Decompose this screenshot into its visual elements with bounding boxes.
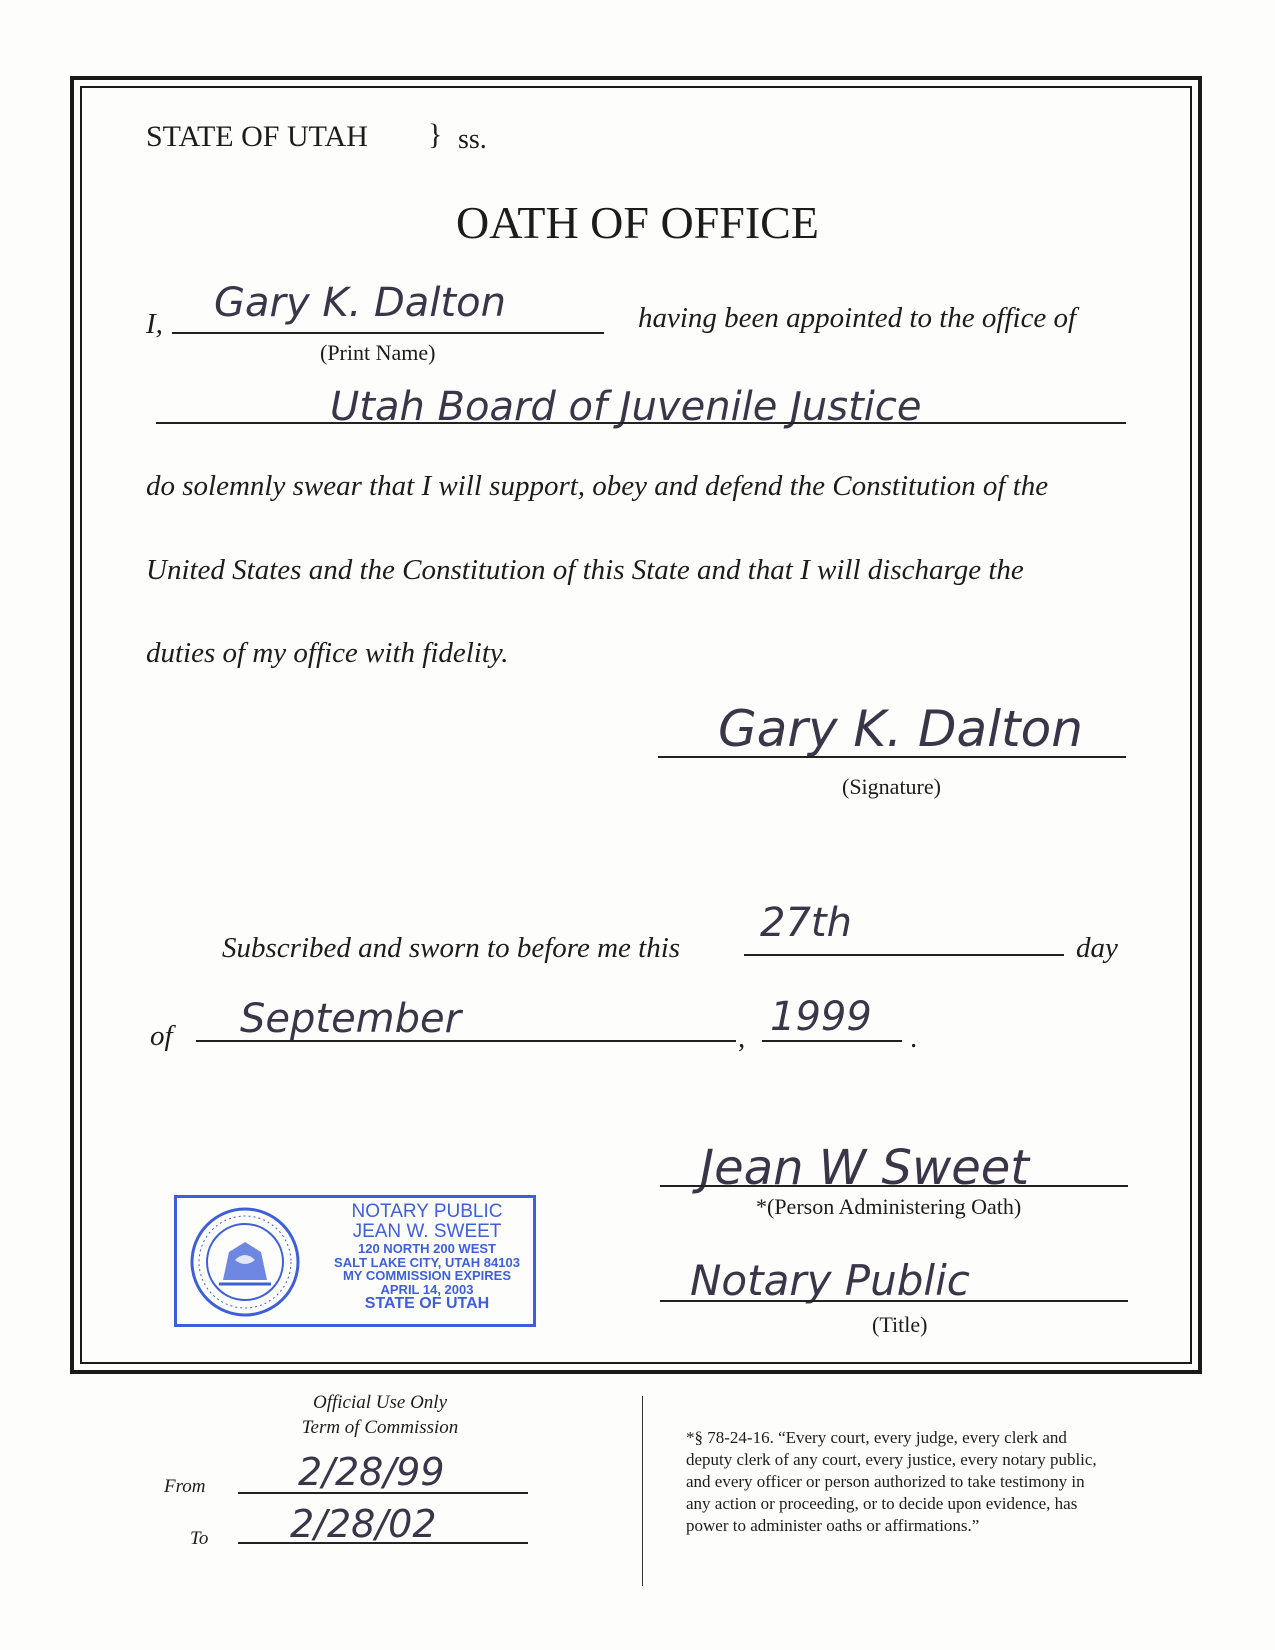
state-seal-icon	[189, 1206, 301, 1318]
statute-text	[686, 1427, 1097, 1537]
from-label: From	[164, 1476, 206, 1497]
year-value: 1999	[770, 994, 872, 1040]
year-line	[762, 1040, 902, 1042]
month-line	[196, 1040, 736, 1042]
official-heading-2: Term of Commission	[301, 1417, 459, 1438]
day-line	[744, 954, 1064, 956]
title-line	[660, 1300, 1128, 1302]
statute-line-3: and every officer or person authorized to take testimony in	[686, 1472, 1085, 1492]
month-value: September	[240, 996, 462, 1042]
ss-label: ss.	[458, 124, 487, 155]
oath-body-line-2: United States and the Constitution of this State and that I will discharge the	[146, 554, 1024, 586]
column-divider	[642, 1396, 643, 1586]
oath-prefix: I,	[146, 308, 163, 340]
appointed-text: having been appointed to the office of	[638, 302, 1077, 334]
office-name: Utah Board of Juvenile Justice	[330, 384, 922, 430]
statute-line-2: deputy clerk of any court, every justice, every notary public,	[686, 1450, 1097, 1470]
subscribed-text: Subscribed and sworn to before me this	[222, 932, 681, 964]
title-value: Notary Public	[690, 1256, 970, 1305]
signature-label: (Signature)	[842, 774, 941, 799]
printed-name: Gary K. Dalton	[214, 280, 506, 326]
document-title: OATH OF OFFICE	[456, 197, 819, 248]
signature: Gary K. Dalton	[718, 700, 1083, 758]
from-line	[238, 1492, 528, 1494]
from-value: 2/28/99	[298, 1450, 445, 1494]
oath-body-line-3: duties of my office with fidelity.	[146, 637, 509, 669]
office-line	[156, 422, 1126, 424]
stamp-line-7: STATE OF UTAH	[364, 1295, 490, 1313]
oath-body-line-1: do solemnly swear that I will support, obey and defend the Constitution of the	[146, 470, 1049, 502]
title-label: (Title)	[872, 1312, 928, 1337]
to-line	[238, 1542, 528, 1544]
signature-line	[658, 756, 1126, 758]
statute-line-1: *§ 78-24-16. “Every court, every judge, every clerk and	[686, 1428, 1067, 1447]
stamp-line-3: 120 NORTH 200 WEST	[358, 1240, 496, 1256]
period: .	[910, 1022, 918, 1054]
stamp-line-5: MY COMMISSION EXPIRES	[342, 1268, 512, 1284]
stamp-line-6: APRIL 14, 2003	[380, 1281, 474, 1297]
to-label: To	[190, 1528, 209, 1549]
of-label: of	[150, 1020, 173, 1052]
print-name-line	[172, 332, 604, 334]
day-label: day	[1076, 932, 1118, 964]
brace: }	[428, 118, 443, 151]
administrator-line	[660, 1185, 1128, 1187]
stamp-line-2: JEAN W. SWEET	[352, 1220, 502, 1242]
state-heading: STATE OF UTAH	[146, 120, 368, 153]
comma: ,	[738, 1022, 746, 1054]
administrator-label: *(Person Administering Oath)	[756, 1194, 1022, 1219]
notary-stamp	[174, 1195, 536, 1327]
print-name-label: (Print Name)	[320, 340, 436, 365]
to-value: 2/28/02	[290, 1502, 437, 1546]
stamp-line-4: SALT LAKE CITY, UTAH 84103	[334, 1254, 520, 1270]
official-heading-1: Official Use Only	[312, 1392, 448, 1413]
stamp-line-1: NOTARY PUBLIC	[351, 1201, 503, 1222]
statute-line-4: any action or proceeding, or to decide upon evidence, has	[686, 1494, 1078, 1514]
administrator-signature: Jean W Sweet	[700, 1140, 1030, 1196]
day-value: 27th	[760, 900, 852, 946]
statute-line-5: power to administer oaths or affirmations.”	[686, 1516, 980, 1536]
